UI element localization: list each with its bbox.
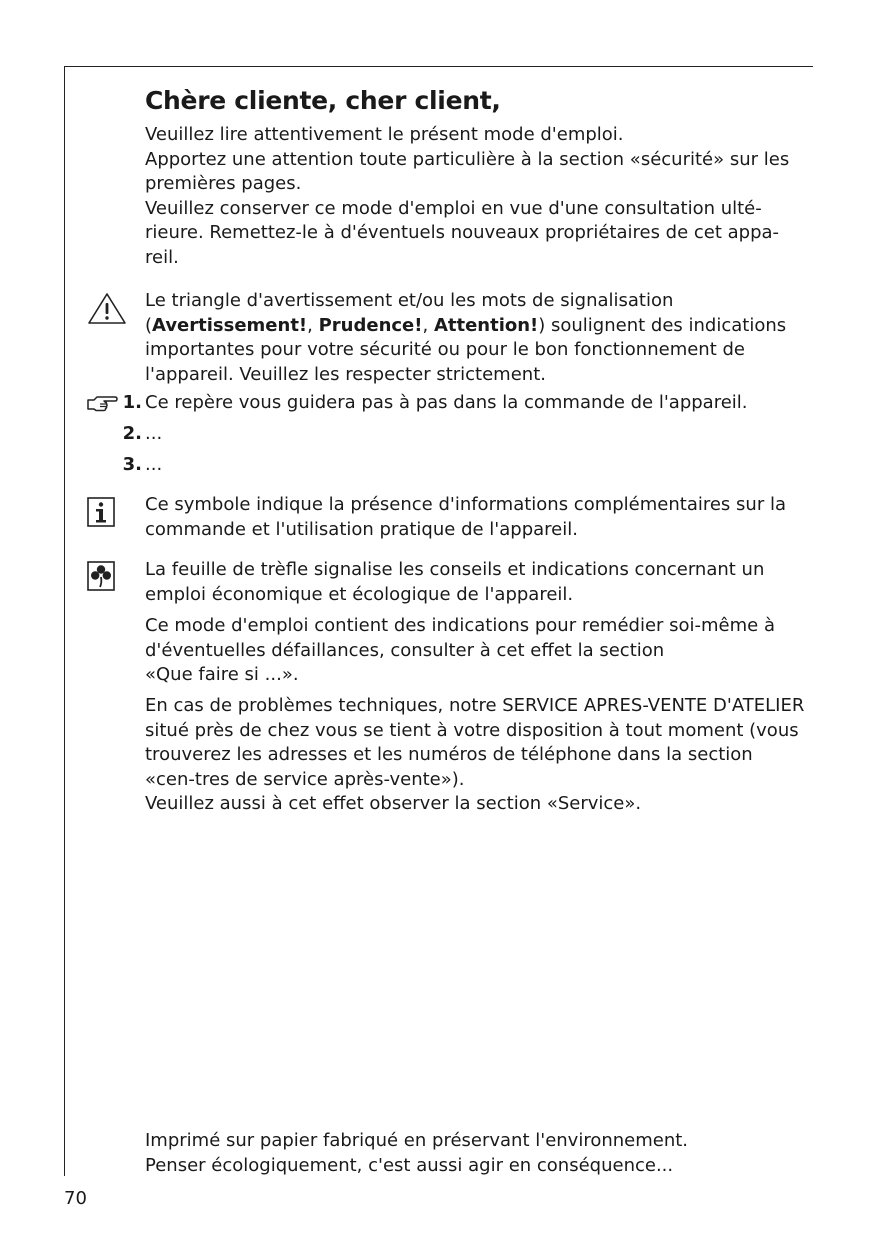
intro-section [145,123,805,270]
service-line-2: Veuillez aussi à cet effet observer la section «Service». [145,793,642,814]
intro-line-2: Apportez une attention toute particulière à la section «sécurité» sur les premières pages. [145,148,790,194]
footer-line-1: Imprimé sur papier fabriqué en préservant l'environnement. [145,1130,689,1151]
clover-leaf-icon [87,561,115,591]
page-title: Chère cliente, cher client, [145,86,501,115]
intro-line-3: Veuillez conserver ce mode d'emploi en vue d'une consultation ulté-rieure. Remettez-le à d'éventuels nouveaux propriétaires de cet appa-reil. [145,197,780,268]
info-section [145,493,805,542]
top-rule [64,66,813,67]
warning-triangle-icon [86,292,128,326]
keyword-attention: Attention! [433,314,539,336]
keyword-prudence: Prudence! [318,314,423,336]
step-number-1: 1. [122,392,142,413]
warning-text: Le triangle d'avertissement et/ou les mots de signalisation (Avertissement!, Prudence!, Attention!) soulignent des indications importantes pour votre sécurité ou pour le bon fonctionnement de l'appareil. Veuillez les respecter strictement. [145,290,787,385]
page-number: 70 [64,1188,87,1209]
step-number-3: 3. [122,454,142,475]
step-text-1: Ce repère vous guidera pas à pas dans la commande de l'appareil. [145,392,748,413]
intro-line-1: Veuillez lire attentivement le présent mode d'emploi. [145,124,624,145]
left-rule [64,66,65,1176]
step-text-3: ... [145,454,163,475]
service-text: En cas de problèmes techniques, notre SERVICE APRES-VENTE D'ATELIER situé près de chez vous se tient à votre disposition à tout moment (vous trouverez les adresses et les numéros de téléphone dans la section «cen-tres de service après-vente»). [145,695,805,790]
troubleshoot-line-1: Ce mode d'emploi contient des indications pour remédier soi-même à d'éventuelles défaillances, consulter à cet effet la section [145,615,775,661]
info-icon [87,497,115,527]
info-text: Ce symbole indique la présence d'informations complémentaires sur la commande et l'utilisation pratique de l'appareil. [145,494,786,540]
keyword-avertissement: Avertissement! [152,314,308,336]
troubleshoot-line-2: «Que faire si ...». [145,664,299,685]
service-section [145,694,805,817]
warning-section [145,289,805,387]
step-text-2: ... [145,423,163,444]
clover-text: La feuille de trèfle signalise les conseils et indications concernant un emploi économique et écologique de l'appareil. [145,559,765,605]
troubleshoot-section [145,614,805,688]
step-number-2: 2. [122,423,142,444]
clover-section [145,558,805,607]
footer-note [145,1129,805,1178]
footer-line-2: Penser écologiquement, c'est aussi agir en conséquence... [145,1154,674,1176]
